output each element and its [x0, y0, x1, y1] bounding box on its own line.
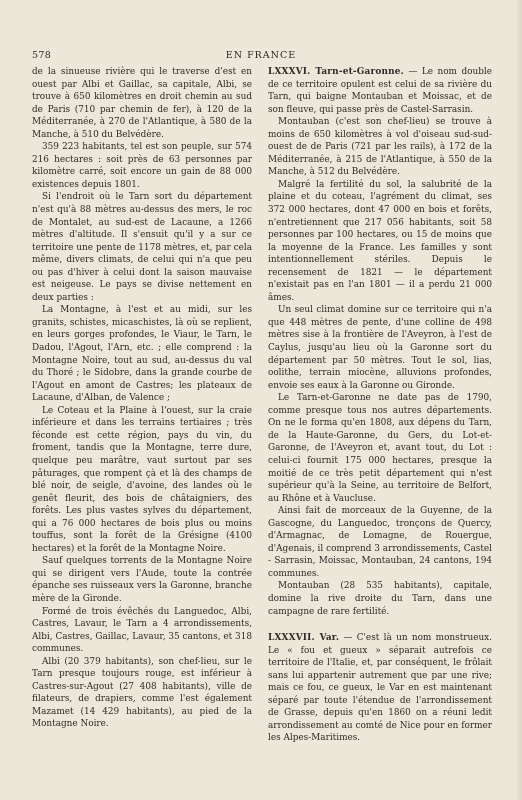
paragraph: Montauban (28 535 habitants), capitale, domine la rive droite du Tarn, dans une campagne de rare fertilité. [268, 581, 492, 617]
running-head [28, 50, 494, 64]
paragraph: de la sinueuse rivière qui le traverse d'est en ouest par Albi et Gaillac, sa capitale, Albi, se trouve à 650 kilomètres en droit chemin au sud de Paris (710 par chemin de fer), à 120 de la Méditerranée, à 270 de l'Atlantique, à 580 de la Manche, à 510 du Belvédère. [32, 67, 252, 140]
paragraph: Malgré la fertilité du sol, la salubrité de la plaine et du coteau, l'agrément du climat, ses 372 000 hectares, dont 47 000 en bois et forêts, n'entretiennent que 217 056 habitants, soit 58 personnes par 100 hectares, ou 15 de moins que la moyenne de la France. Les familles y sont intentionnellement stériles. Depuis le recensement de 1821 — le département n'existait pas en l'an 1801 — il a perdu 21 000 âmes. [268, 179, 492, 303]
article-tarn-et-garonne-lead [268, 66, 492, 116]
paragraph: Formé de trois évêchés du Languedoc, Albi, Castres, Lavaur, le Tarn a 4 arrondissements, Albi, Castres, Gaillac, Lavaur, 35 cantons, et 318 communes. [32, 606, 252, 655]
paragraph: Le Tarn-et-Garonne ne date pas de 1790, comme presque tous nos autres départements. On ne le forma qu'en 1808, aux dépens du Tarn, de la Haute-Garonne, du Gers, du Lot-et-Garonne, de l'Aveyron et, avant tout, du Lot : celui-ci fournit 175 000 hectares, presque la moitié de ce très petit département qui n'est supérieur qu'à la Seine, au territoire de Belfort, au Rhône et à Vaucluse. [268, 393, 492, 504]
paragraph: Montauban (c'est son chef-lieu) se trouve à moins de 650 kilomètres à vol d'oiseau sud-sud-ouest de de Paris (721 par les rails), à 172 de la Méditerranée, à 215 de l'Atlantique, à 550 de la Manche, à 512 du Belvédère. [268, 117, 492, 178]
right-column [268, 66, 492, 745]
paragraph: Albi (20 379 habitants), son chef-lieu, sur le Tarn presque toujours rouge, est inférieur à Castres-sur-Agout (27 408 habitants), ville de filateurs, de drapiers, comme l'est également Mazamet (14 429 habitants), au pied de la Montagne Noire. [32, 656, 252, 730]
left-column [32, 66, 252, 731]
page-edge-shadow [516, 0, 522, 800]
article-heading: LXXXVII. Var. [268, 633, 340, 644]
paragraph: La Montagne, à l'est et au midi, sur les granits, schistes, micaschistes, là où se replient, en leurs gorges profondes, le Viaur, le Tarn, le Dadou, l'Agout, l'Arn, etc. ; elle comprend : la Montagne Noire, tout au sud, au-dessus du val du Thoré ; le Sidobre, dans la grande courbe de l'Agout en amont de Castres; les plateaux de Lacaune, d'Alban, de Valence ; [32, 305, 252, 404]
article-var-lead [268, 632, 492, 745]
paragraph-text: — Le nom double de ce territoire opulent est celui de sa rivière du Tarn, qui baigne Montauban et Moissac, et de son fleuve, qui passe près de Castel-Sarrasin. [268, 67, 492, 115]
article-heading: LXXXVI. Tarn-et-Garonne. [268, 67, 404, 77]
paragraph: Ainsi fait de morceaux de la Guyenne, de la Gascogne, du Languedoc, tronçons de Quercy, d'Armagnac, de Lomagne, de Rouergue, d'Agenais, il comprend 3 arrondissements, Castel - Sarrasin, Moissac, Montauban, 24 cantons, 194 communes. [268, 506, 492, 579]
page-number: 578 [32, 50, 52, 61]
paragraph: Le Coteau et la Plaine à l'ouest, sur la craie inférieure et dans les terrains tertiaires ; très féconde est cette région, pays du vin, du froment, tandis que la Montagne, terre dure, quelque peu marâtre, vaut surtout par ses pâturages, que rompent çà et là des champs de blé noir, de seigle, d'avoine, des landes où le genêt fleurit, des bois de châtaigniers, des forêts. Les plus vastes sylves du département, qui a 76 000 hectares de bois plus ou moins touffus, sont la forêt de la Grésigne (4100 hectares) et la forêt de la Montagne Noire. [32, 405, 252, 554]
paragraph: Un seul climat domine sur ce territoire qui n'a que 448 mètres de pente, d'une colline de 498 mètres sise à la frontière de l'Aveyron, à l'est de Caylus, jusqu'au lieu où la Garonne sort du département par 50 mètres. Tout le sol, lias, oolithe, terrain miocène, alluvions profondes, envoie ses eaux à la Garonne ou Gironde. [268, 305, 492, 391]
paragraph: 359 223 habitants, tel est son peuple, sur 574 216 hectares : soit près de 63 personnes par kilomètre carré, soit encore un gain de 88 000 existences depuis 1801. [32, 142, 252, 190]
article-separator [268, 618, 492, 632]
paragraph-text: — C'est là un nom monstrueux. Le « fou et gueux » séparait autrefois ce territoire de l'Italie, et, par conséquent, le frôlait sans lui appartenir autrement que par une rive; mais ce fou, ce gueux, le Var en est maintenant séparé par toute l'étendue de l'arrondissement de Grasse, depuis qu'en 1860 on a réuni ledit arrondissement au comté de Nice pour en former les Alpes-Maritimes. [268, 633, 493, 744]
paragraph: Sauf quelques torrents de la Montagne Noire qui se dirigent vers l'Aude, toute la contrée épanche ses ruisseaux vers la Garonne, branche mère de la Gironde. [32, 556, 252, 604]
paragraph: Si l'endroit où le Tarn sort du département n'est qu'à 88 mètres au-dessus des mers, le roc de Montalet, au sud-est de Lacaune, a 1266 mètres d'altitude. Il s'ensuit qu'il y a sur ce territoire une pente de 1178 mètres, et, par cela même, divers climats, de celui qui n'a que peu ou pas d'hiver à celui dont la saison mauvaise est neigeuse. Le pays se divise nettement en deux parties : [32, 192, 252, 303]
running-title: EN FRANCE [225, 50, 297, 61]
